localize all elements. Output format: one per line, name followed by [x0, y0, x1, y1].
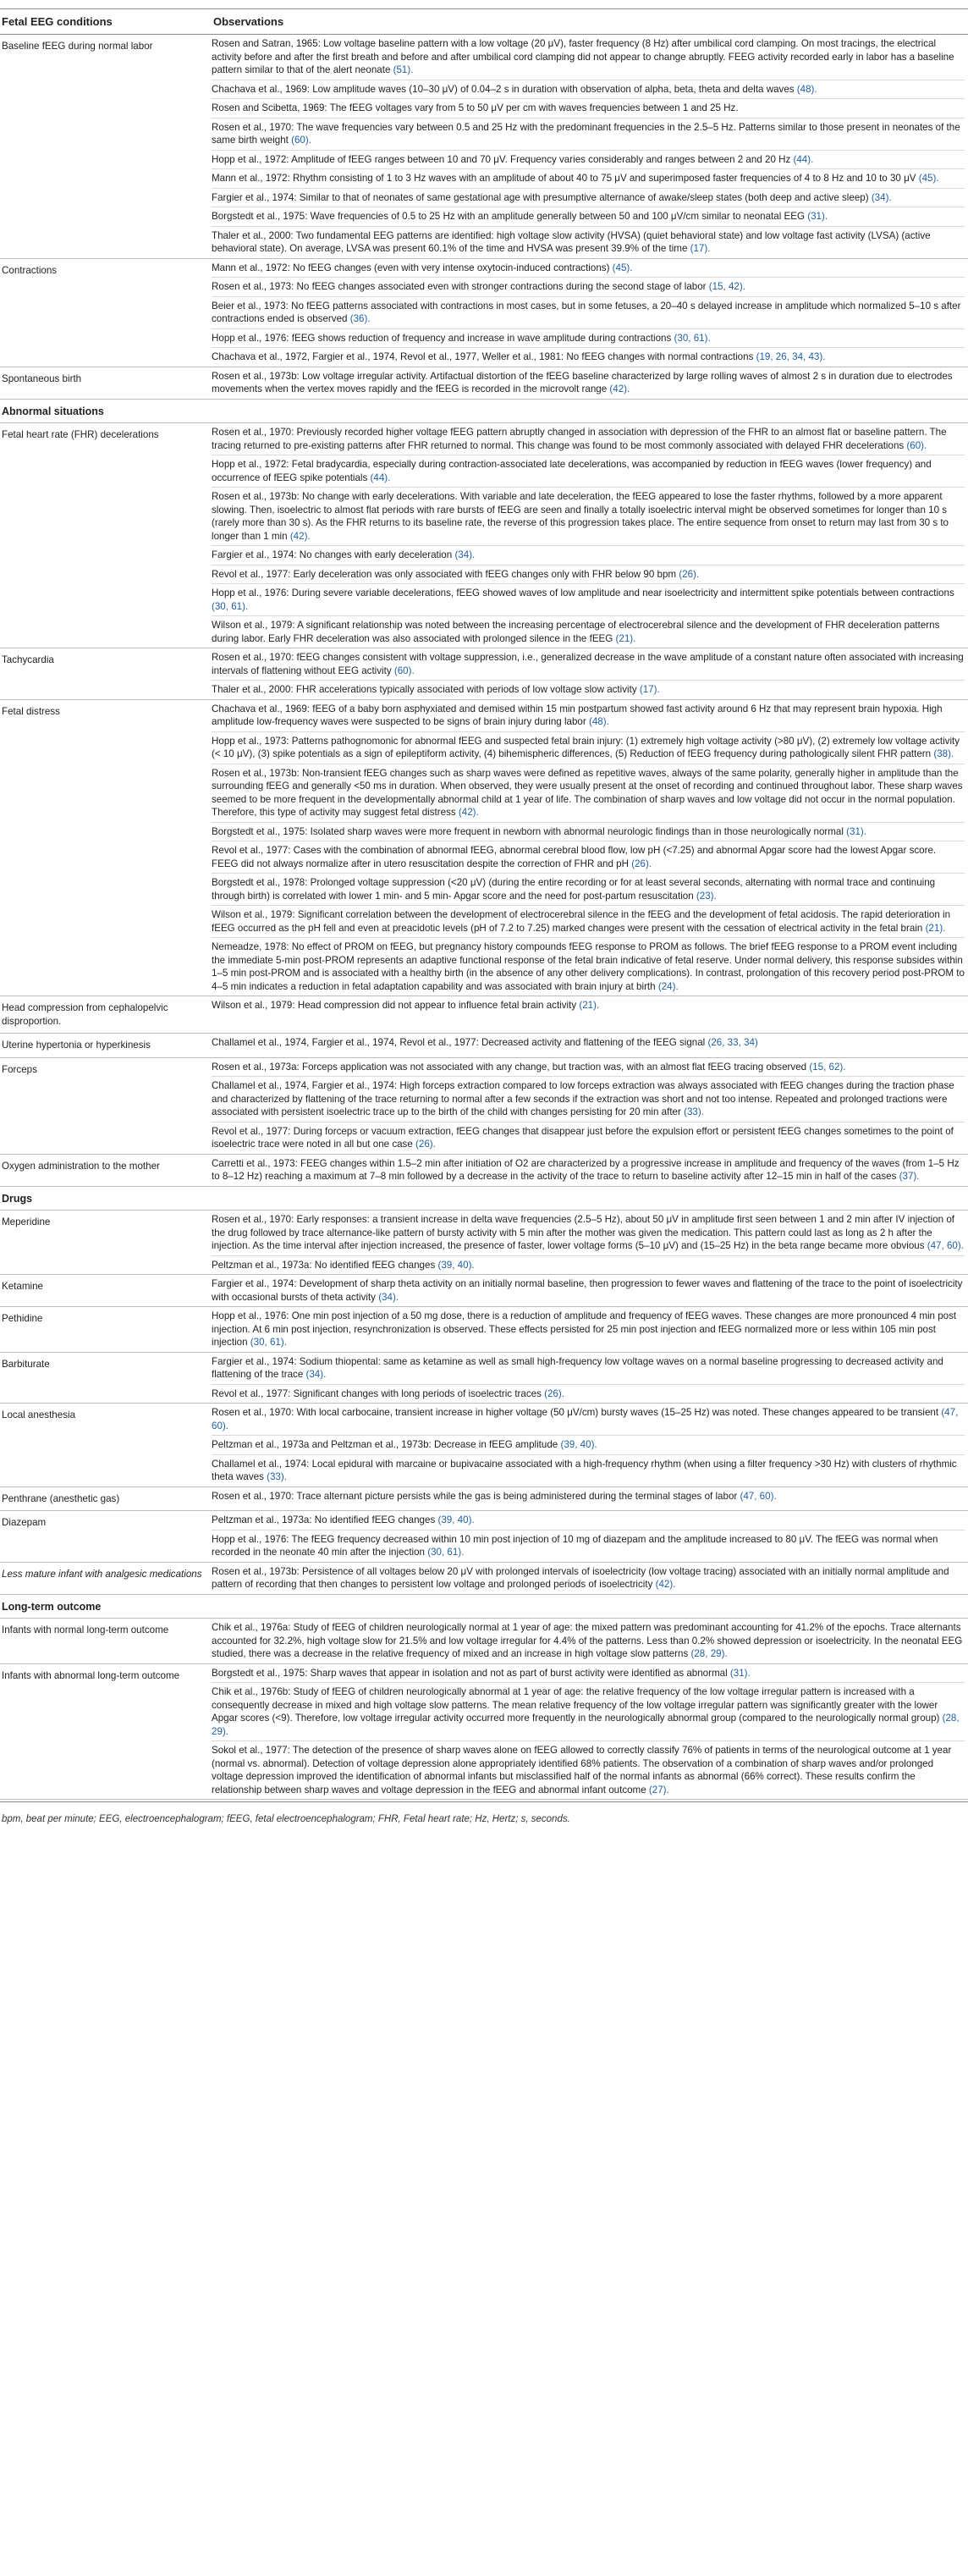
observation: [212, 151, 965, 170]
observation: [212, 1077, 965, 1123]
observation: [212, 1455, 965, 1487]
observation-text: Rosen et al., 1970: Trace alternant picture persists while the gas is being administered during the terminal stages of labor: [212, 1490, 738, 1502]
observation-text: Hopp et al., 1976: During severe variable decelerations, fEEG showed waves of low amplitude and near isoelectricity and intermittent spike potentials between contractions: [212, 587, 954, 598]
table-row: [0, 423, 968, 648]
citation: (34).: [452, 549, 476, 560]
observation-text: Borgstedt et al., 1978: Prolonged voltage suppression (<20 μV) (during the entire recording or for at least several seconds, alternating with normal trace and continuing through birth) is correlated with lower 1 min- and 5 min- Apgar score and the need for post-partum resuscitation: [212, 877, 936, 902]
observation: [212, 207, 965, 227]
citation: (60).: [288, 135, 311, 146]
observation-text: Thaler et al., 2000: Two fundamental EEG patterns are identified: high voltage slow activity (HVSA) (quiet behavioral state) and low voltage fast activity (LVSA) (active behavioral state). On average, LVSA was present 60.1% of the time and HVSA was present 39.9% of the time: [212, 229, 931, 254]
observations-cell: [212, 1619, 968, 1664]
table-body: [0, 35, 968, 1800]
observation: [212, 35, 965, 80]
observation: [212, 423, 965, 455]
table-row: [0, 258, 968, 367]
observation-text: Wilson et al., 1979: Significant correlation between the development of electrocerebral silence in the fEEG and the development of fetal acidosis. The rapid deterioration in fEEG occurred as the pH fell and even at preacidotic levels (pH of 7.2 to 7.25) marked changes were present with the cessation of electrical activity in the fetal brain: [212, 909, 951, 934]
observation-text: Challamel et al., 1974: Local epidural with marcaine or bupivacaine associated with a high-frequency rhythm (when using a filter frequency >30 Hz) with clusters of rhythmic theta waves: [212, 1458, 957, 1482]
observation: [212, 1404, 965, 1436]
header-observations: Observations: [212, 9, 968, 35]
observation: [212, 565, 965, 585]
section-row: [0, 1186, 968, 1211]
citation: (30, 61).: [671, 332, 711, 344]
citation: (26, 33, 34): [705, 1037, 758, 1048]
observation: [212, 99, 965, 119]
observation: [212, 80, 965, 100]
table-row: [0, 1511, 968, 1563]
observation-text: Chik et al., 1976b: Study of fEEG of children neurologically abnormal at 1 year of age: the relative frequency of the low voltage irregular pattern is increased with a consequently decrease in mixed and high voltage slow patterns. The mean relative frequency of the low voltage irregular pattern was significantly greater with the lower Apgar scores (<9). Therefore, low voltage irregular activity occurred more frequently in the neurologically abnormal group (compared to the neurologically normal group): [212, 1686, 940, 1724]
observation-text: Wilson et al., 1979: A significant relationship was noted between the increasing percentage of electrocerebral silence and the development of FHR deceleration patterns during labor. Early FHR deceleration was also associated with prolonged silence in the fEEG: [212, 620, 940, 644]
citation: (17).: [636, 684, 660, 695]
observation: [212, 1275, 965, 1306]
citation: (48).: [794, 83, 817, 95]
citation: (21).: [576, 1000, 600, 1011]
observation: [212, 189, 965, 208]
observation-text: Chik et al., 1976a: Study of fEEG of children neurologically normal at 1 year of age: the mixed pattern was predominant accounting for 41.2% of the epochs. Trace alternants accounted for 32.2%, high voltage slow for 21.5% and low voltage irregular for 4.4% of the patterns. Less than 0.2% showed depression or isoelectricity. In the neonatal EEG studied, there was a decrease in the relative frequency of mixed and an increase in high voltage slow patterns: [212, 1622, 963, 1659]
observations-cell: [212, 1511, 968, 1563]
table-row: [0, 648, 968, 700]
observation-text: Rosen and Satran, 1965: Low voltage baseline pattern with a low voltage (20 μV), faster frequency (8 Hz) after umbilical cord clamping. On most tracings, the electrical activity before and after the first breath and before and after umbilical cord clamping did not appear to change abruptly. FEEG activity recorded early in labor has a baseline pattern similar to that of the alert neonate: [212, 38, 954, 75]
observation-text: Hopp et al., 1976: One min post injection of a 50 mg dose, there is a reduction of amplitude and frequency of fEEG waves. These changes are more pronounced 4 min post injection. At 6 min post injection, resynchronization is observed. These effects persisted for 25 min post injection and fEEG normalized more or less within 105 min post injection: [212, 1310, 957, 1348]
table-row: [0, 1404, 968, 1487]
citation: (26).: [412, 1139, 436, 1150]
citation: (39, 40).: [435, 1514, 475, 1525]
observation: [212, 1511, 965, 1531]
table-row: [0, 1154, 968, 1186]
observation-text: Peltzman et al., 1973a: No identified fEEG changes: [212, 1259, 436, 1271]
citation: (30, 61).: [247, 1337, 287, 1348]
citation: (60).: [904, 439, 927, 451]
observation-text: Borgstedt et al., 1975: Sharp waves that appear in isolation and not as part of burst activity were identified as abnormal: [212, 1667, 728, 1679]
observation-text: Peltzman et al., 1973a: No identified fEEG changes: [212, 1514, 436, 1525]
citation: (42).: [455, 807, 479, 818]
table-header-row: [0, 9, 968, 35]
observation: [212, 764, 965, 823]
citation: (39, 40).: [435, 1259, 475, 1271]
condition-cell: Oxygen administration to the mother: [0, 1154, 212, 1186]
observations-cell: [212, 423, 968, 648]
citation: (24).: [655, 980, 679, 992]
observation: [212, 329, 965, 349]
observation: [212, 906, 965, 938]
citation: (47, 60).: [924, 1240, 964, 1251]
observation-text: Hopp et al., 1972: Fetal bradycardia, especially during contraction-associated late decelerations, was accompanied by reduction in fEEG waves (lower frequency) and occurrence of fEEG spike potentials: [212, 459, 932, 483]
citation: (45).: [609, 262, 633, 273]
citation: (45).: [916, 173, 939, 184]
observation: [212, 648, 965, 681]
table-row: [0, 35, 968, 259]
condition-cell: Local anesthesia: [0, 1404, 212, 1487]
observations-cell: [212, 699, 968, 996]
citation: (28, 29).: [688, 1648, 728, 1659]
citation: (26).: [628, 858, 652, 869]
condition-cell: Diazepam: [0, 1511, 212, 1563]
citation: (48).: [586, 716, 609, 727]
observation: [212, 616, 965, 648]
citation: (60).: [391, 665, 415, 676]
observation: [212, 546, 965, 565]
condition-cell: Tachycardia: [0, 648, 212, 700]
observations-cell: [212, 1034, 968, 1058]
observation: [212, 259, 965, 279]
table-row: [0, 1487, 968, 1511]
observation: [212, 700, 965, 732]
section-row: [0, 399, 968, 423]
table-row: [0, 1211, 968, 1275]
observation-text: Hopp et al., 1976: The fEEG frequency decreased within 10 min post injection of 10 mg of diazepam and the amplitude increased to 80 μV. The fEEG was normal when recorded in the neonate 40 min after the injection: [212, 1533, 938, 1558]
observation-text: Hopp et al., 1976: fEEG shows reduction of frequency and increase in wave amplitude during contractions: [212, 332, 672, 344]
observations-cell: [212, 1663, 968, 1800]
observation: [212, 278, 965, 297]
observations-cell: [212, 1307, 968, 1353]
citation: (26).: [676, 568, 700, 580]
observations-cell: [212, 1352, 968, 1404]
citation: (38).: [931, 748, 954, 759]
observation: [212, 297, 965, 329]
observation-text: Revol et al., 1977: During forceps or vacuum extraction, fEEG changes that disappear just before the expulsion effort or persistent fEEG changes sometimes to the point of isoelectric trace were noted in all but one case: [212, 1125, 954, 1150]
condition-cell: Fetal distress: [0, 699, 212, 996]
citation: (34).: [375, 1291, 399, 1303]
observations-cell: [212, 258, 968, 367]
eeg-table: [0, 8, 968, 1800]
citation: (31).: [843, 825, 866, 837]
observation-text: Nemeadze, 1978: No effect of PROM on fEEG, but pregnancy history compounds fEEG response to PROM as follows. The brief fEEG response to a PROM event including the immediate 5-min post-PROM represents an adaptive functional response of the fetal brain indicative of fetal reserve. Under normal delivery, this response subsides within 1–5 min post-PROM and is associated with a healthy birth (in the absence of any other delivery complications). In contrast, prolongation of this recovery period post-PROM to 4–5 min indicates a reduction in fetal adaptation capability and was associated with brain injury at birth: [212, 941, 965, 992]
observation: [212, 1256, 965, 1275]
citation: (28, 29).: [212, 1713, 960, 1737]
table-row: [0, 1352, 968, 1404]
observation: [212, 1211, 965, 1256]
observation-text: Rosen et al., 1970: The wave frequencies vary between 0.5 and 25 Hz with the predominant frequencies in the 2.5–5 Hz. Patterns similar to those present in neonates of the same birth weight: [212, 121, 960, 146]
observation-text: Hopp et al., 1973: Patterns pathognomonic for abnormal fEEG and suspected fetal brain injury: (1) extremely high voltage activity (>80 μV), (2) extremely low voltage activity (< 10 μV), (3) spike potentials as a sign of epileptiform activity, (4) bihemispheric differences, (5) Reduction of fEEG frequency during pathologically silent FHR pattern: [212, 735, 960, 759]
condition-cell: Contractions: [0, 258, 212, 367]
observation-text: Revol et al., 1977: Early deceleration was only associated with fEEG changes only with FHR below 90 bpm: [212, 568, 677, 580]
observation-text: Rosen et al., 1970: Early responses: a transient increase in delta wave frequencies (2.5–5 Hz), about 50 μV in amplitude first seen between 1 and 2 min after IV injection of the drug followed by trace alternance-like pattern of bursty activity with 5 min after the mother was given the medication. This pattern could last as long as 2 h after the injection. As the time interval after injection increased, the presence of faster, lower voltage forms (5–10 μV) and (15–25 Hz) in the beta range became more obvious: [212, 1214, 954, 1251]
observations-cell: [212, 1154, 968, 1186]
observation-text: Chachava et al., 1969: Low amplitude waves (10–30 μV) of 0.04–2 s in duration with observation of alpha, beta, theta and delta waves: [212, 83, 795, 95]
condition-cell: Infants with abnormal long-term outcome: [0, 1663, 212, 1800]
observation-text: Rosen et al., 1973b: Low voltage irregular activity. Artifactual distortion of the fEEG baseline characterized by large rolling waves of almost 2 s in duration due to electrodes movements when the vertex moves rapidly and the fEEG is recorded in the microvolt range: [212, 370, 953, 394]
observations-cell: [212, 35, 968, 259]
citation: (37).: [896, 1171, 920, 1182]
observation-text: Fargier et al., 1974: Similar to that of neonates of same gestational age with presumptive alternance of awake/sleep states (both deep and active sleep): [212, 191, 869, 203]
condition-cell: Less mature infant with analgesic medications: [0, 1562, 212, 1594]
observation-text: Beier et al., 1973: No fEEG patterns associated with contractions in most cases, but in some fetuses, a 20–40 s delayed increase in amplitude which normalized 5–10 s after contractions ended is observed: [212, 300, 961, 324]
citation: (23).: [693, 890, 717, 902]
condition-cell: Head compression from cephalopelvic disproportion.: [0, 996, 212, 1034]
observation-text: Revol et al., 1977: Cases with the combination of abnormal fEEG, abnormal cerebral blood flow, low pH (<7.25) and abnormal Apgar score had the lowest Apgar score. FEEG did not always normalize after in utero resuscitation despite the correction of FHR and pH: [212, 845, 937, 869]
condition-cell: Baseline fEEG during normal labor: [0, 35, 212, 259]
citation: (34).: [303, 1369, 327, 1380]
observation: [212, 1487, 965, 1506]
citation: (34).: [868, 191, 892, 203]
observation: [212, 584, 965, 616]
observation: [212, 1307, 965, 1352]
condition-cell: Forceps: [0, 1057, 212, 1154]
citation: (31).: [805, 211, 828, 222]
observation-text: Rosen and Scibetta, 1969: The fEEG voltages vary from 5 to 50 μV per cm with waves frequencies between 1 and 25 Hz.: [212, 102, 739, 113]
observation: [212, 1353, 965, 1385]
citation: (47, 60).: [737, 1490, 777, 1502]
section-title: Drugs: [0, 1186, 968, 1211]
observation-text: Rosen et al., 1973b: Non-transient fEEG changes such as sharp waves were defined as repetitive waves, always of the same polarity, generally higher in amplitude than the surrounding fEEG and generally <50 ms in duration. When observed, they were usually present at the onset of recording and continued throughout labor. These sharp waves seemed to be more frequent in the developmentally abnormal child at 1 year of life. The combination of sharp waves and low voltage did not occur in the normal population. Therefore, this type of activity may suggest fetal distress: [212, 767, 963, 818]
table-row: [0, 996, 968, 1034]
observation: [212, 367, 965, 399]
condition-cell: Barbiturate: [0, 1352, 212, 1404]
observation: [212, 823, 965, 842]
observation: [212, 874, 965, 906]
observation-text: Rosen et al., 1970: With local carbocaine, transient increase in higher voltage (50 μV/cm) bursty waves (15–25 Hz) was noted. These changes appeared to be transient: [212, 1407, 939, 1418]
observation: [212, 841, 965, 874]
table-row: [0, 1275, 968, 1307]
observations-cell: [212, 1487, 968, 1511]
observation: [212, 169, 965, 189]
observation: [212, 488, 965, 546]
condition-cell: Pethidine: [0, 1307, 212, 1353]
observations-cell: [212, 996, 968, 1034]
observation: [212, 681, 965, 699]
condition-cell: Spontaneous birth: [0, 367, 212, 399]
observation-text: Mann et al., 1972: Rhythm consisting of 1 to 3 Hz waves with an amplitude of about 40 to 75 μV and superimposed faster frequencies of 4 to 8 Hz and 10 to 30 μV: [212, 173, 916, 184]
citation: (26).: [541, 1387, 564, 1399]
observation: [212, 1436, 965, 1455]
observation-text: Fargier et al., 1974: Development of sharp theta activity on an initially normal baseline, then progression to fewer waves and flattening of the trace to the point of isoelectricity with occasional bursts of theta activity: [212, 1278, 963, 1303]
observation-text: Carretti et al., 1973: FEEG changes within 1.5–2 min after initiation of O2 are characterized by a progressive increase in amplitude and frequency of the waves (from 1–5 Hz to 8–12 Hz) reaching a maximum at 7–8 min followed by a decrease in the activity of the trace to return to baseline activity after 12–15 min in half of the cases: [212, 1157, 960, 1182]
header-conditions: Fetal EEG conditions: [0, 9, 212, 35]
observation: [212, 996, 965, 1015]
observation-text: Rosen et al., 1970: Previously recorded higher voltage fEEG pattern abruptly changed in association with depression of the FHR to an almost flat or baseline pattern. The tracing returned to pre-existing patterns after FHR returned to normal. This change was found to be most commonly associated with delayed FHR decelerations: [212, 427, 947, 451]
table-row: [0, 1619, 968, 1664]
observation-text: Revol et al., 1977: Significant changes with long periods of isoelectric traces: [212, 1387, 542, 1399]
table-row: [0, 699, 968, 996]
section-row: [0, 1594, 968, 1619]
table-row: [0, 367, 968, 399]
observation: [212, 455, 965, 488]
condition-cell: Meperidine: [0, 1211, 212, 1275]
condition-cell: Uterine hypertonia or hyperkinesis: [0, 1034, 212, 1058]
citation: (31).: [727, 1667, 751, 1679]
citation: (51).: [390, 64, 414, 75]
observation-text: Borgstedt et al., 1975: Wave frequencies of 0.5 to 25 Hz with an amplitude generally between 50 and 100 μV/cm similar to neonatal EEG: [212, 211, 805, 222]
observation-text: Rosen et al., 1973: No fEEG changes associated even with stronger contractions during the second stage of labor: [212, 281, 707, 292]
observation: [212, 227, 965, 258]
observation-text: Chachava et al., 1972, Fargier et al., 1974, Revol et al., 1977, Weller et al., 1981: No fEEG changes with normal contractions: [212, 351, 754, 362]
section-title: Long-term outcome: [0, 1594, 968, 1619]
table-footnote: bpm, beat per minute; EEG, electroencephalogram; fEEG, fetal electroencephalogram; FHR, Fetal heart rate; Hz, Hertz; s, seconds.: [0, 1801, 968, 1824]
observation: [212, 1034, 965, 1052]
observation-text: Rosen et al., 1973b: Persistence of all voltages below 20 μV with prolonged intervals of isoelectricity (low voltage tracing) associated with an initially normal amplitude and pattern of recording that then changes to persistent low voltage and prolonged periods of isoelectricity: [212, 1565, 949, 1590]
observation-text: Rosen et al., 1970: fEEG changes consistent with voltage suppression, i.e., generalized decrease in the wave amplitude of a constant nature often associated with increasing intervals of flattening without EEG activity: [212, 652, 964, 676]
observation-text: Chachava et al., 1969: fEEG of a baby born asphyxiated and demised within 15 min postpartum showed fast activity around 6 Hz that may represent brain hypoxia. High amplitude low-frequency waves were suspected to be signs of brain injury during labor: [212, 703, 943, 727]
observation-text: Rosen et al., 1973b: No change with early decelerations. With variable and late deceleration, the fEEG appeared to lose the faster rhythms, followed by a more apparent slowing. Then, isoelectric to almost flat periods with rare bursts of fEEG are seen and finally a totally isoelectric interval might be observed sometimes for longer than 10 s (rarely more than 30 s). As the FHR returns to its baseline rate, the reverse of this progression takes place. The entire sequence from onset to return may last from 30 s to longer than 1 min: [212, 491, 949, 542]
citation: (42).: [652, 1579, 676, 1590]
observation: [212, 938, 965, 996]
observation: [212, 1619, 965, 1663]
observation-text: Fargier et al., 1974: No changes with early deceleration: [212, 549, 453, 560]
table-row: [0, 1562, 968, 1594]
table-row: [0, 1057, 968, 1154]
condition-cell: Fetal heart rate (FHR) decelerations: [0, 423, 212, 648]
observation: [212, 1385, 965, 1404]
observation: [212, 732, 965, 764]
observation: [212, 119, 965, 151]
observation-text: Thaler et al., 2000: FHR accelerations typically associated with periods of low voltage slow activity: [212, 684, 637, 695]
condition-cell: Penthrane (anesthetic gas): [0, 1487, 212, 1511]
observations-cell: [212, 1404, 968, 1487]
citation: (47, 60).: [212, 1407, 959, 1431]
observations-cell: [212, 648, 968, 700]
citation: (30, 61).: [425, 1547, 465, 1558]
observation-text: Challamel et al., 1974, Fargier et al., 1974, Revol et al., 1977: Decreased activity and flattening of the fEEG signal: [212, 1037, 706, 1048]
citation: (30, 61).: [212, 600, 249, 612]
observation: [212, 1563, 965, 1594]
citation: (21).: [613, 632, 636, 644]
observation-text: Rosen et al., 1973a: Forceps application was not associated with any change, but traction was, with an almost flat fEEG tracing observed: [212, 1061, 807, 1073]
citation: (33).: [680, 1106, 704, 1117]
observations-cell: [212, 367, 968, 399]
citation: (42).: [607, 383, 630, 394]
citation: (17).: [687, 243, 711, 254]
observation-text: Peltzman et al., 1973a and Peltzman et al., 1973b: Decrease in fEEG amplitude: [212, 1439, 558, 1450]
observation-text: Wilson et al., 1979: Head compression did not appear to influence fetal brain activity: [212, 1000, 577, 1011]
citation: (19, 26, 34, 43).: [753, 351, 826, 362]
table-row: [0, 1034, 968, 1058]
observations-cell: [212, 1275, 968, 1307]
citation: (36).: [347, 313, 371, 324]
observation: [212, 348, 965, 367]
observations-cell: [212, 1562, 968, 1594]
citation: (21).: [922, 922, 946, 934]
observation: [212, 1664, 965, 1684]
citation: (33).: [263, 1471, 287, 1482]
citation: (44).: [367, 472, 391, 483]
citation: (27).: [646, 1784, 669, 1795]
observation: [212, 1155, 965, 1186]
observations-cell: [212, 1211, 968, 1275]
observation: [212, 1531, 965, 1562]
observation-text: Sokol et al., 1977: The detection of the presence of sharp waves alone on fEEG allowed to correctly classify 76% of patients in terms of the neurological outcome at 1 year (normal vs. abnormal). Detection of voltage depression alone appropriately identified 68% patients. The observation of a combination of sharp waves and/or prolonged voltage depression improved the identification of abnormal infants but misclassified half of the normal infants as abnormal (66% correct). These results confirm the relationship between sharp waves and voltage depression in the fEEG and abnormal infant outcome: [212, 1745, 952, 1795]
observation: [212, 1683, 965, 1741]
table-row: [0, 1663, 968, 1800]
observations-cell: [212, 1057, 968, 1154]
observation: [212, 1058, 965, 1078]
observation-text: Mann et al., 1972: No fEEG changes (even with very intense oxytocin-induced contractions): [212, 262, 610, 273]
section-title: Abnormal situations: [0, 399, 968, 423]
observation: [212, 1123, 965, 1154]
observation-text: Fargier et al., 1974: Sodium thiopental: same as ketamine as well as small high-frequency low voltage waves on a normal baseline progressing to decreased activity and flattening of the trace: [212, 1355, 943, 1380]
condition-cell: Infants with normal long-term outcome: [0, 1619, 212, 1664]
citation: (15, 42).: [706, 281, 745, 292]
citation: (42).: [287, 530, 311, 542]
observation-text: Challamel et al., 1974, Fargier et al., 1974: High forceps extraction compared to low forceps extraction was always associated with fEEG changes during the traction phase and characterized by flattening of the trace returning to normal after a few seconds if the extraction was short and not too intense. Repeated and prolonged tractions were associated with persistent isoelectric trace up to the birth of the child with changes persisting for 20 min after: [212, 1080, 954, 1117]
observation-text: Hopp et al., 1972: Amplitude of fEEG ranges between 10 and 70 μV. Frequency varies considerably and ranges between 2 and 20 Hz: [212, 153, 791, 165]
observation-text: Borgstedt et al., 1975: Isolated sharp waves were more frequent in newborn with abnormal neurologic findings than in those neurologically normal: [212, 825, 844, 837]
citation: (15, 62).: [806, 1061, 846, 1073]
table-row: [0, 1307, 968, 1353]
condition-cell: Ketamine: [0, 1275, 212, 1307]
citation: (44).: [790, 153, 814, 165]
observation: [212, 1741, 965, 1799]
citation: (39, 40).: [558, 1439, 597, 1450]
